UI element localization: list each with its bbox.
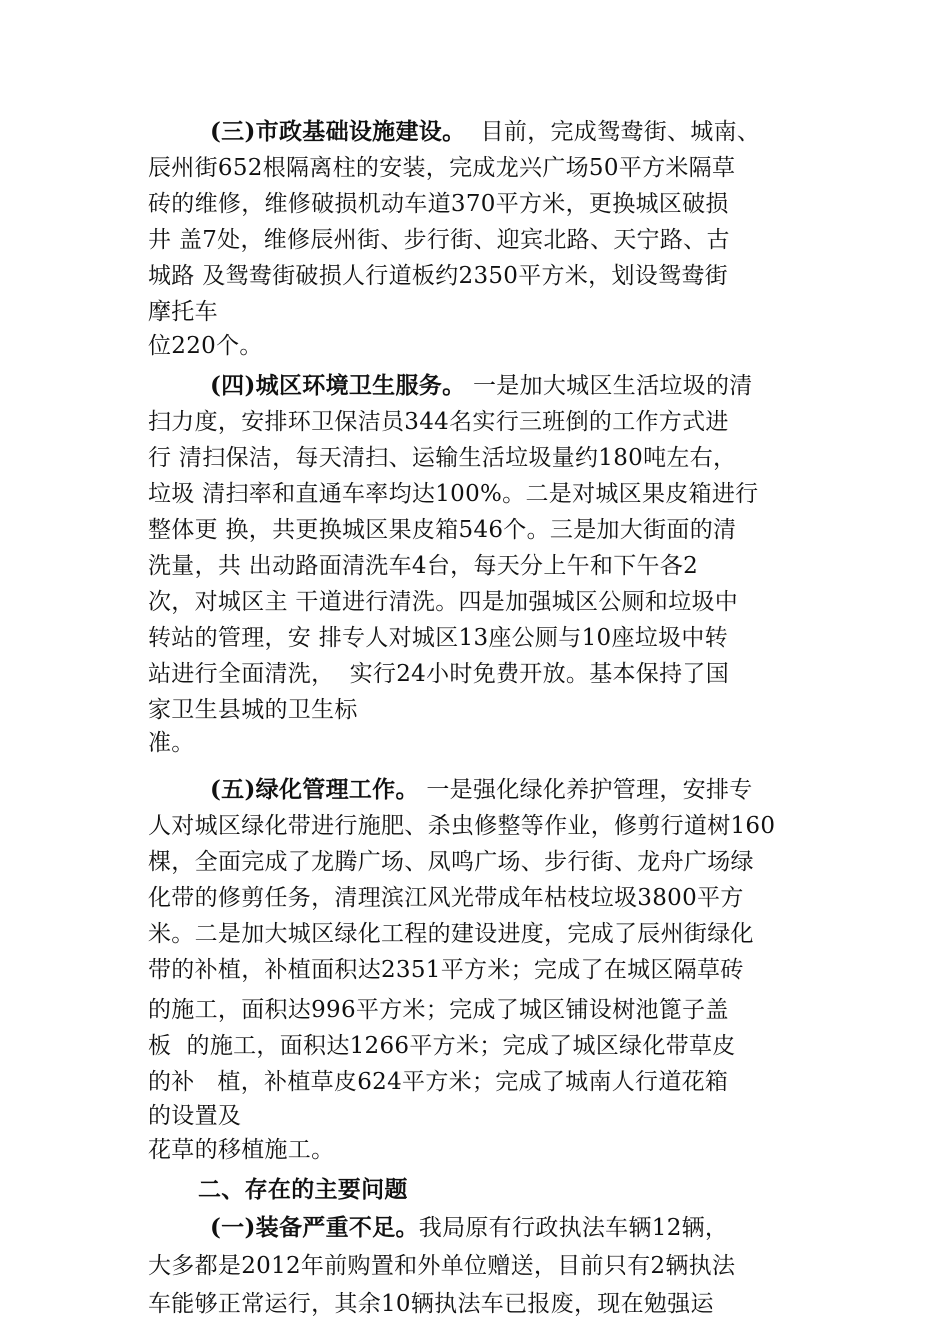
paragraph-line: 棵，全面完成了龙腾广场、凤鸣广场、步行街、龙舟广场绿 [148, 849, 754, 875]
paragraph-line: 板 的施工，面积达1266平方米；完成了城区绿化带草皮 [148, 1033, 736, 1059]
paragraph-line: 井 盖7处，维修辰州街、步行街、迎宾北路、天宁路、古 [148, 227, 730, 253]
paragraph-line: 整体更 换，共更换城区果皮箱546个。三是加大街面的清 [148, 517, 737, 543]
paragraph-line: 站进行全面清洗， 实行24小时免费开放。基本保持了国 [148, 661, 729, 687]
section-heading: (三)市政基础设施建设。 [210, 118, 466, 145]
paragraph-line: (一)装备严重不足。我局原有行政执法车辆12辆， [210, 1214, 729, 1241]
paragraph-line: 转站的管理，安 排专人对城区13座公厕与10座垃圾中转 [148, 625, 728, 651]
paragraph-line: 的补 植，补植草皮624平方米；完成了城南人行道花箱 [148, 1069, 729, 1095]
paragraph-line: 车能够正常运行，其余10辆执法车已报废，现在勉强运 [148, 1291, 714, 1317]
paragraph-line: 人对城区绿化带进行施肥、杀虫修整等作业，修剪行道树160 [148, 813, 776, 839]
paragraph-line: 准。 [148, 730, 195, 756]
paragraph-line: 化带的修剪任务，清理滨江风光带成年枯枝垃圾3800平方 [148, 885, 744, 911]
paragraph-line: 花草的移植施工。 [148, 1137, 335, 1163]
section-heading: (四)城区环境卫生服务。 [210, 372, 466, 399]
paragraph-line: 位220个。 [148, 333, 263, 359]
paragraph-line: 米。二是加大城区绿化工程的建设进度，完成了辰州街绿化 [148, 921, 754, 947]
paragraph-line: 大多都是2012年前购置和外单位赠送，目前只有2辆执法 [148, 1253, 736, 1279]
chapter-heading: 二、存在的主要问题 [198, 1176, 408, 1203]
paragraph-line: 扫力度，安排环卫保洁员344名实行三班倒的工作方式进 [148, 409, 729, 435]
paragraph-line: 洗量，共 出动路面清洗车4台，每天分上午和下午各2 [148, 553, 699, 579]
paragraph-line: (四)城区环境卫生服务。 一是加大城区生活垃圾的清 [210, 372, 753, 399]
section-heading: (五)绿化管理工作。 [210, 776, 419, 803]
paragraph-line: 行 清扫保洁，每天清扫、运输生活垃圾量约180吨左右， [148, 445, 737, 471]
paragraph-line: 城路 及鸳鸯街破损人行道板约2350平方米，划设鸳鸯街 [148, 263, 728, 289]
paragraph-line: 摩托车 [148, 299, 218, 325]
paragraph-line: 砖的维修，维修破损机动车道370平方米，更换城区破损 [148, 191, 729, 217]
paragraph-line: 次，对城区主 干道进行清洗。四是加强城区公厕和垃圾中 [148, 589, 739, 615]
paragraph-line: 垃圾 清扫率和直通车率均达100%。二是对城区果皮箱进行 [148, 481, 759, 507]
paragraph-line: 的设置及 [148, 1103, 242, 1129]
section-heading: (一)装备严重不足。 [210, 1214, 419, 1241]
paragraph-line: 辰州街652根隔离柱的安装，完成龙兴广场50平方米隔草 [148, 155, 736, 181]
paragraph-line: 家卫生县城的卫生标 [148, 697, 358, 723]
paragraph-line: 带的补植，补植面积达2351平方米；完成了在城区隔草砖 [148, 957, 744, 983]
paragraph-line: 的施工，面积达996平方米；完成了城区铺设树池篦子盖 [148, 997, 729, 1023]
paragraph-line: (五)绿化管理工作。 一是强化绿化养护管理，安排专 [210, 776, 753, 803]
paragraph-line: (三)市政基础设施建设。 目前，完成鸳鸯街、城南、 [210, 118, 761, 145]
